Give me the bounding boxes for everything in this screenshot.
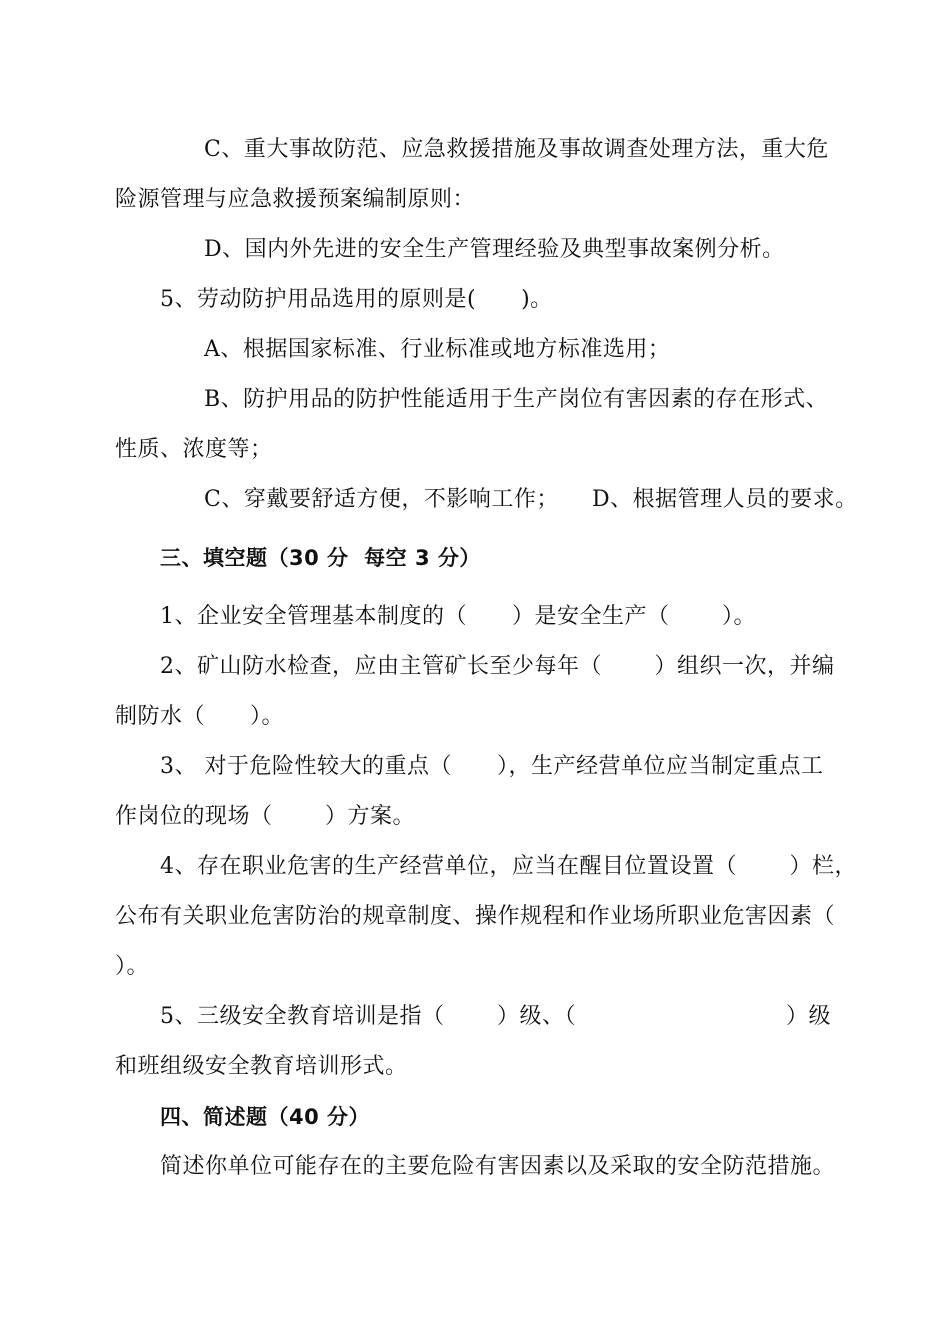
section3-q3-line2: 作岗位的现场（ ）方案。 — [115, 804, 415, 829]
section3-q5-line2: 和班组级安全教育培训形式。 — [115, 1054, 408, 1079]
section4-prompt: 简述你单位可能存在的主要危险有害因素以及采取的安全防范措施。 — [160, 1154, 836, 1179]
q5-option-a: A、根据国家标准、行业标准或地方标准选用； — [204, 337, 671, 362]
section3-q3-line1: 3、 对于危险性较大的重点（ ），生产经营单位应当制定重点工 — [160, 754, 824, 779]
section4-heading: 四、简述题（40 分） — [160, 1105, 371, 1129]
q4-option-d: D、国内外先进的安全生产管理经验及典型事故案例分析。 — [204, 237, 785, 262]
q5-option-d: D、根据管理人员的要求。 — [592, 487, 858, 512]
q4-option-c-line2: 险源管理与应急救援预案编制原则： — [115, 187, 476, 212]
section3-q4-line3: ）。 — [115, 954, 150, 979]
q4-option-c-line1: C、重大事故防范、应急救援措施及事故调查处理方法，重大危 — [204, 137, 829, 162]
section3-q2-line1: 2、矿山防水检查，应由主管矿长至少每年（ ）组织一次，并编 — [160, 654, 835, 679]
q5-option-b-line1: B、防护用品的防护性能适用于生产岗位有害因素的存在形式、 — [204, 387, 829, 412]
section3-heading: 三、填空题（30 分 每空 3 分） — [160, 546, 481, 570]
q5-option-b-line2: 性质、浓度等； — [115, 437, 273, 462]
section3-q4-line2: 公布有关职业危害防治的规章制度、操作规程和作业场所职业危害因素（ — [115, 904, 836, 929]
q5-stem: 5、劳动防护用品选用的原则是( )。 — [160, 287, 553, 312]
q5-option-c: C、穿戴要舒适方便，不影响工作； — [204, 487, 559, 512]
section3-q4-line1: 4、存在职业危害的生产经营单位，应当在醒目位置设置（ ）栏， — [160, 854, 857, 879]
section3-q5-line1: 5、三级安全教育培训是指（ ）级、（ ）级 — [160, 1004, 831, 1029]
section3-q2-line2: 制防水（ ）。 — [115, 704, 285, 729]
section3-q1: 1、企业安全管理基本制度的（ ）是安全生产（ ）。 — [160, 604, 756, 629]
